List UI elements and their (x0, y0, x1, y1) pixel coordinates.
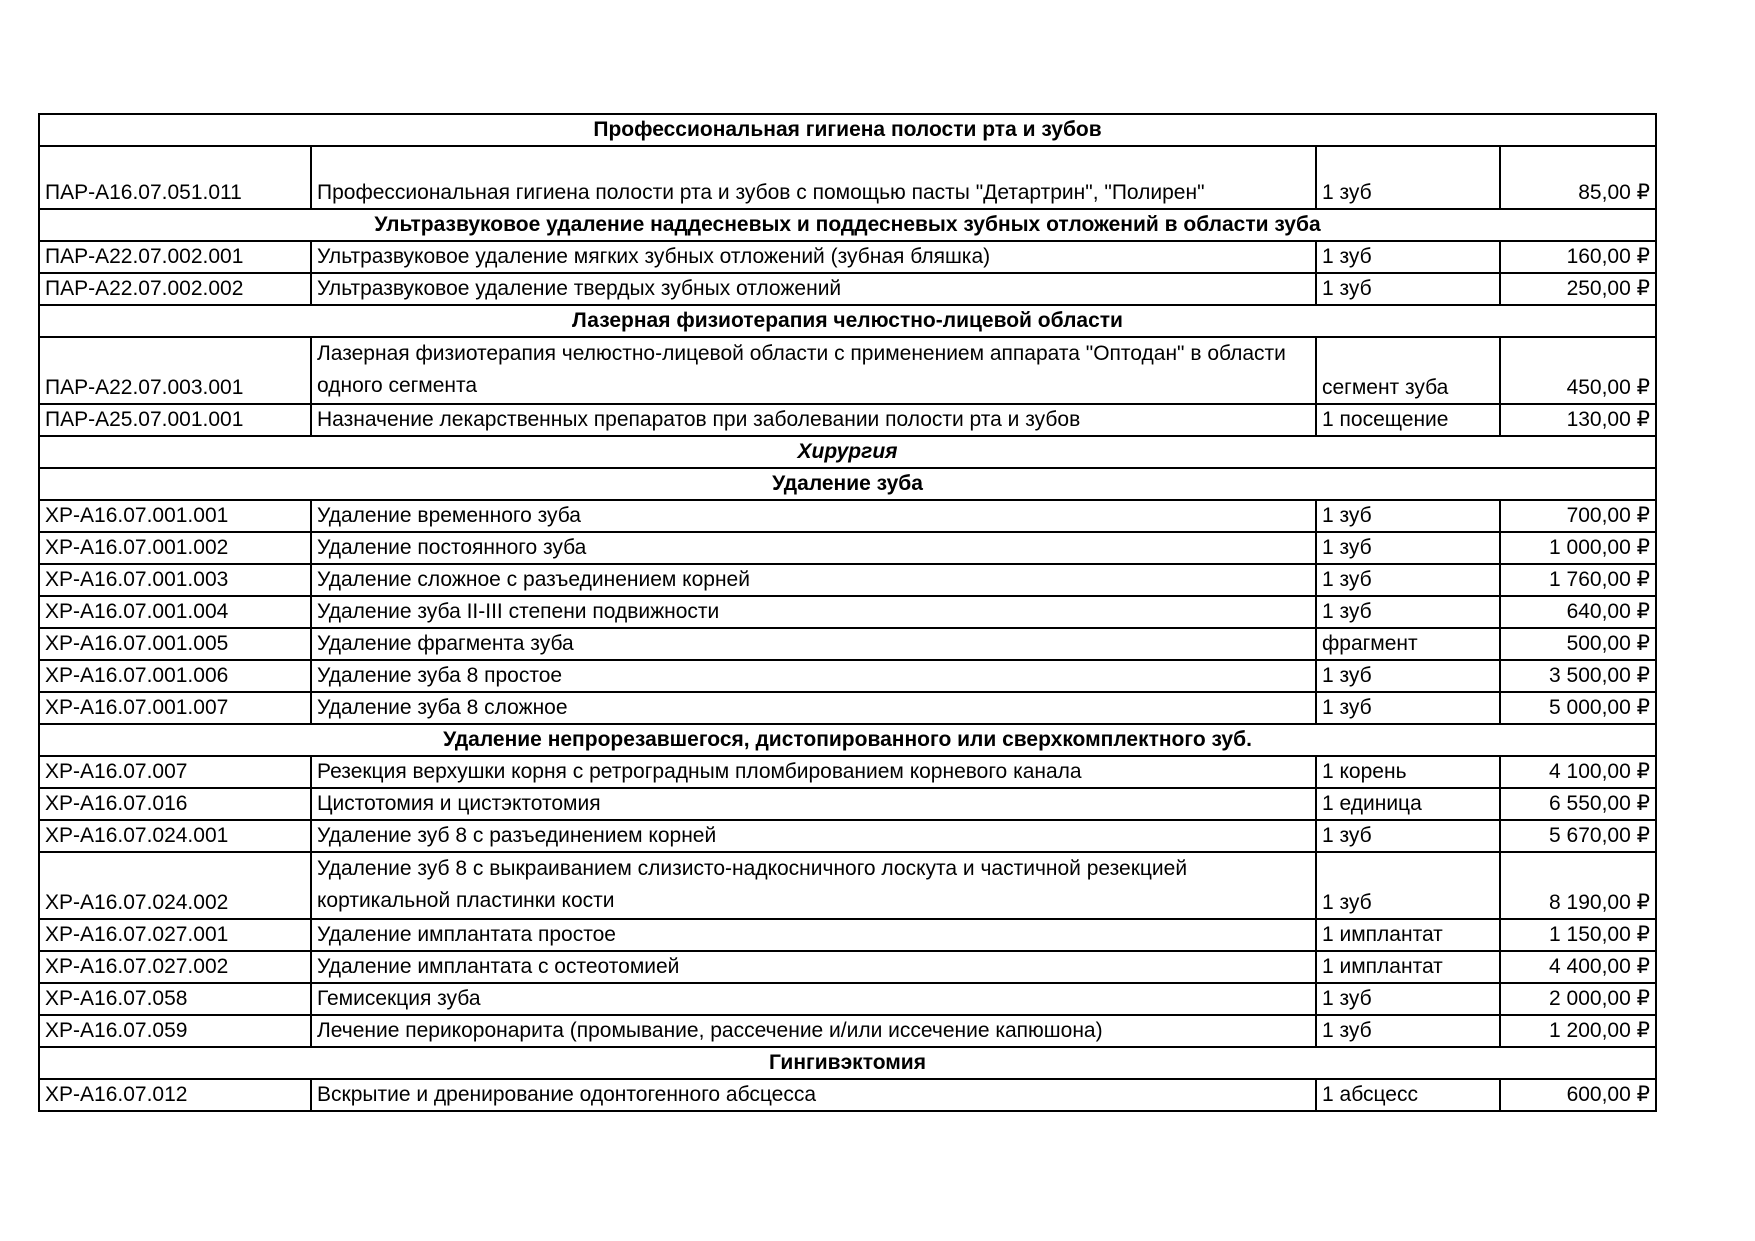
service-name-cell: Удаление имплантата простое (311, 919, 1316, 951)
price-cell: 500,00 ₽ (1500, 628, 1656, 660)
service-code-cell: ХР-А16.07.001.002 (39, 532, 311, 564)
unit-cell: 1 корень (1316, 756, 1500, 788)
section-title: Удаление непрорезавшегося, дистопированного или сверхкомплектного зуб. (39, 724, 1656, 756)
unit-cell: 1 зуб (1316, 596, 1500, 628)
service-name-cell: Ультразвуковое удаление твердых зубных отложений (311, 273, 1316, 305)
table-row (39, 951, 1656, 983)
table-row (39, 273, 1656, 305)
unit-cell: 1 абсцесс (1316, 1079, 1500, 1111)
service-code-cell: ХР-А16.07.024.002 (39, 852, 311, 919)
section-title: Профессиональная гигиена полости рта и зубов (39, 114, 1656, 146)
price-cell: 4 100,00 ₽ (1500, 756, 1656, 788)
unit-cell: 1 зуб (1316, 852, 1500, 919)
service-name-cell: Удаление зуба II-III степени подвижности (311, 596, 1316, 628)
service-code-cell: ПАР-А16.07.051.011 (39, 146, 311, 209)
service-code-cell: ХР-А16.07.001.004 (39, 596, 311, 628)
price-cell: 450,00 ₽ (1500, 337, 1656, 404)
price-list-table (38, 113, 1657, 1112)
service-code-cell: ХР-А16.07.027.001 (39, 919, 311, 951)
service-code-cell: ПАР-А22.07.002.001 (39, 241, 311, 273)
service-name-cell: Удаление постоянного зуба (311, 532, 1316, 564)
table-row (39, 788, 1656, 820)
unit-cell: 1 зуб (1316, 983, 1500, 1015)
table-row (39, 241, 1656, 273)
service-name-cell: Профессиональная гигиена полости рта и зубов с помощью пасты "Детартрин", "Полирен" (311, 146, 1316, 209)
service-name-cell: Удаление имплантата с остеотомией (311, 951, 1316, 983)
price-cell: 640,00 ₽ (1500, 596, 1656, 628)
service-code-cell: ПАР-А22.07.003.001 (39, 337, 311, 404)
service-code-cell: ХР-А16.07.058 (39, 983, 311, 1015)
service-name-cell: Удаление зуба 8 простое (311, 660, 1316, 692)
price-cell: 2 000,00 ₽ (1500, 983, 1656, 1015)
service-name-cell: Назначение лекарственных препаратов при заболевании полости рта и зубов (311, 404, 1316, 436)
service-code-cell: ХР-А16.07.059 (39, 1015, 311, 1047)
table-row (39, 628, 1656, 660)
service-name-cell: Вскрытие и дренирование одонтогенного абсцесса (311, 1079, 1316, 1111)
unit-cell: 1 зуб (1316, 820, 1500, 852)
section-header-row (39, 468, 1656, 500)
service-code-cell: ХР-А16.07.001.001 (39, 500, 311, 532)
price-cell: 5 670,00 ₽ (1500, 820, 1656, 852)
service-name-cell: Лазерная физиотерапия челюстно-лицевой области с применением аппарата "Оптодан" в области одного сегмента (311, 337, 1316, 404)
service-code-cell: ХР-А16.07.024.001 (39, 820, 311, 852)
table-row (39, 500, 1656, 532)
service-name-cell: Удаление временного зуба (311, 500, 1316, 532)
price-cell: 1 200,00 ₽ (1500, 1015, 1656, 1047)
price-cell: 5 000,00 ₽ (1500, 692, 1656, 724)
service-code-cell: ХР-А16.07.001.007 (39, 692, 311, 724)
table-row (39, 532, 1656, 564)
table-row (39, 692, 1656, 724)
price-cell: 3 500,00 ₽ (1500, 660, 1656, 692)
unit-cell: 1 имплантат (1316, 919, 1500, 951)
service-name-cell: Удаление зуб 8 с разъединением корней (311, 820, 1316, 852)
price-cell: 1 150,00 ₽ (1500, 919, 1656, 951)
table-row (39, 1079, 1656, 1111)
unit-cell: 1 зуб (1316, 564, 1500, 596)
section-title: Удаление зуба (39, 468, 1656, 500)
service-code-cell: ХР-А16.07.016 (39, 788, 311, 820)
table-row (39, 337, 1656, 404)
service-code-cell: ХР-А16.07.001.006 (39, 660, 311, 692)
unit-cell: 1 зуб (1316, 660, 1500, 692)
section-header-row (39, 1047, 1656, 1079)
price-cell: 6 550,00 ₽ (1500, 788, 1656, 820)
price-cell: 600,00 ₽ (1500, 1079, 1656, 1111)
unit-cell: 1 зуб (1316, 500, 1500, 532)
section-header-row (39, 209, 1656, 241)
price-cell: 1 000,00 ₽ (1500, 532, 1656, 564)
price-cell: 1 760,00 ₽ (1500, 564, 1656, 596)
section-header-row (39, 724, 1656, 756)
service-code-cell: ПАР-А22.07.002.002 (39, 273, 311, 305)
table-row (39, 820, 1656, 852)
table-row (39, 404, 1656, 436)
price-cell: 130,00 ₽ (1500, 404, 1656, 436)
service-name-cell: Удаление фрагмента зуба (311, 628, 1316, 660)
section-title: Лазерная физиотерапия челюстно-лицевой области (39, 305, 1656, 337)
price-cell: 4 400,00 ₽ (1500, 951, 1656, 983)
unit-cell: 1 зуб (1316, 146, 1500, 209)
table-row (39, 852, 1656, 919)
price-cell: 700,00 ₽ (1500, 500, 1656, 532)
price-cell: 85,00 ₽ (1500, 146, 1656, 209)
unit-cell: 1 зуб (1316, 273, 1500, 305)
service-name-cell: Удаление зуба 8 сложное (311, 692, 1316, 724)
unit-cell: фрагмент (1316, 628, 1500, 660)
price-cell: 250,00 ₽ (1500, 273, 1656, 305)
unit-cell: 1 зуб (1316, 241, 1500, 273)
service-name-cell: Цистотомия и цистэктотомия (311, 788, 1316, 820)
section-header-row (39, 114, 1656, 146)
section-title: Гингивэктомия (39, 1047, 1656, 1079)
service-name-cell: Ультразвуковое удаление мягких зубных отложений (зубная бляшка) (311, 241, 1316, 273)
table-row (39, 983, 1656, 1015)
service-name-cell: Лечение перикоронарита (промывание, рассечение и/или иссечение капюшона) (311, 1015, 1316, 1047)
table-row (39, 146, 1656, 209)
service-code-cell: ХР-А16.07.007 (39, 756, 311, 788)
unit-cell: 1 посещение (1316, 404, 1500, 436)
section-header-row (39, 305, 1656, 337)
service-code-cell: ХР-А16.07.012 (39, 1079, 311, 1111)
section-title: Ультразвуковое удаление наддесневых и поддесневых зубных отложений в области зуба (39, 209, 1656, 241)
service-name-cell: Гемисекция зуба (311, 983, 1316, 1015)
price-list-body (39, 114, 1656, 1111)
price-cell: 160,00 ₽ (1500, 241, 1656, 273)
unit-cell: сегмент зуба (1316, 337, 1500, 404)
unit-cell: 1 единица (1316, 788, 1500, 820)
table-row (39, 1015, 1656, 1047)
service-name-cell: Удаление зуб 8 с выкраиванием слизисто-надкосничного лоскута и частичной резекцией кортикальной пластинки кости (311, 852, 1316, 919)
unit-cell: 1 зуб (1316, 692, 1500, 724)
service-name-cell: Резекция верхушки корня с ретроградным пломбированием корневого канала (311, 756, 1316, 788)
table-row (39, 756, 1656, 788)
service-code-cell: ХР-А16.07.001.003 (39, 564, 311, 596)
service-code-cell: ХР-А16.07.027.002 (39, 951, 311, 983)
table-row (39, 919, 1656, 951)
section-header-row (39, 436, 1656, 468)
price-cell: 8 190,00 ₽ (1500, 852, 1656, 919)
service-name-cell: Удаление сложное с разъединением корней (311, 564, 1316, 596)
unit-cell: 1 имплантат (1316, 951, 1500, 983)
unit-cell: 1 зуб (1316, 532, 1500, 564)
unit-cell: 1 зуб (1316, 1015, 1500, 1047)
service-code-cell: ПАР-А25.07.001.001 (39, 404, 311, 436)
section-title: Хирургия (39, 436, 1656, 468)
table-row (39, 564, 1656, 596)
table-row (39, 660, 1656, 692)
service-code-cell: ХР-А16.07.001.005 (39, 628, 311, 660)
table-row (39, 596, 1656, 628)
